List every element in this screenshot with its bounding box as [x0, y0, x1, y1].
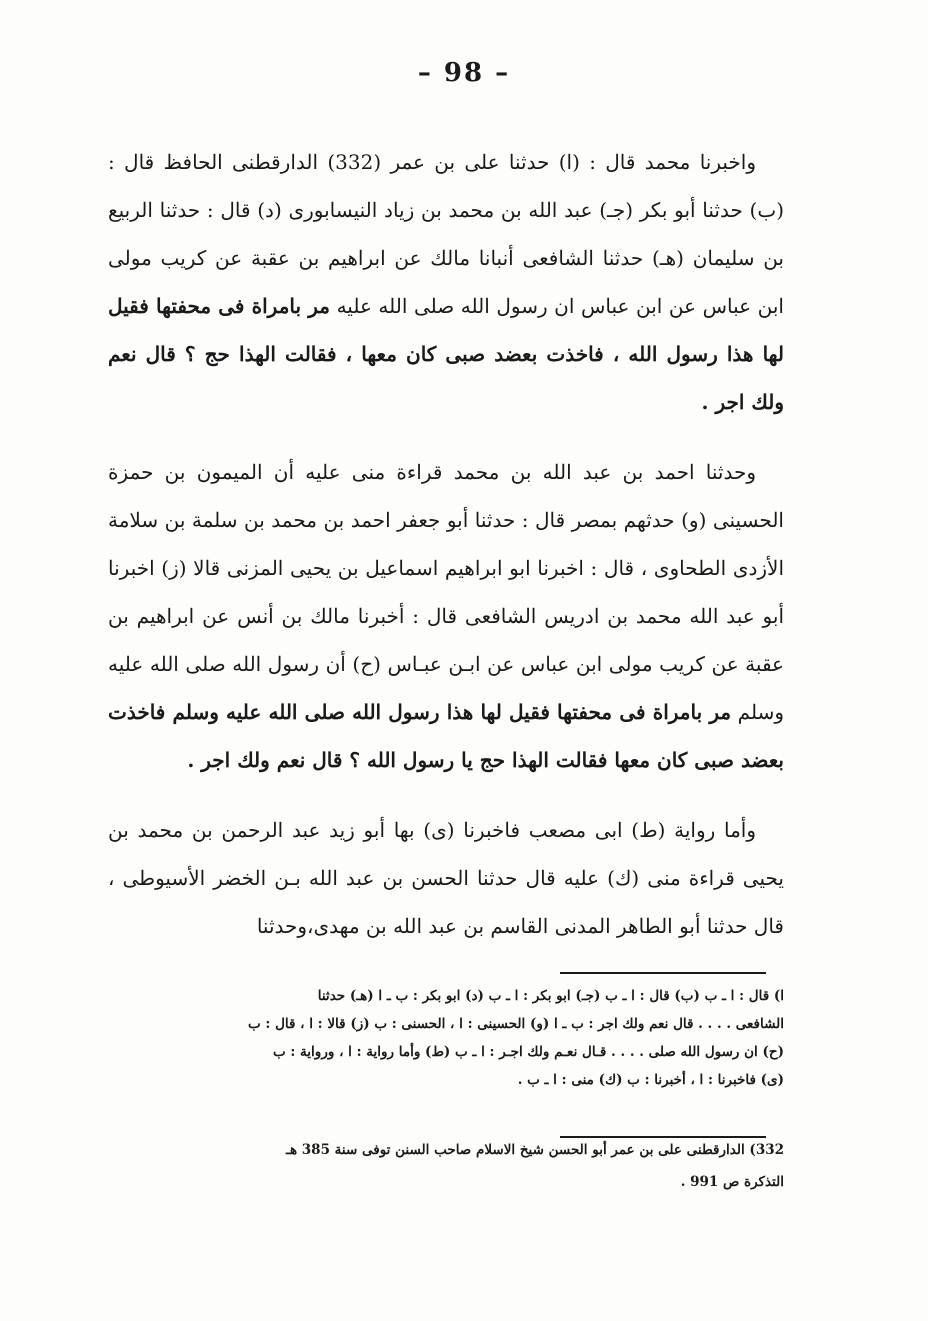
- paragraph-2: [108, 448, 784, 784]
- paragraph-3-text: وأما رواية (ط) ابى مصعب فاخبرنا (ى) بها أبو زيد عبد الرحمن بن محمد بن يحيى قراءة منى (ك) عليه قال حدثنا الحسن بن عبد الله بـن الخضر الأسيوطى ، قال حدثنا أبو الطاهر المدنى القاسم بن عبد الله بن مهدى،وحدثنا: [108, 818, 784, 938]
- footnote-line: الشافعى . . . . قال نعم ولك اجر : ب ـ ا (و) الحسينى : ا ، الحسنى : ب (ز) قالا : ا ، قال : ب: [248, 1016, 784, 1032]
- paragraph-2-hadith-text: مر بامراة فى محفتها فقيل لها هذا رسول الله صلى الله عليه وسلم فاخذت بعضد صبى كان معها فقالت الهذا حج يا رسول الله ؟ قال نعم ولك اجر .: [108, 700, 784, 772]
- paragraph-2-text: وحدثنا احمد بن عبد الله بن محمد قراءة منى عليه أن الميمون بن حمزة الحسينى (و) حدثهم بمصر قال : حدثنا أبو جعفر احمد بن محمد بن سلمة بن سلامة الأزدى الطحاوى ، قال : اخبرنا ابو ابراهيم اسماعيل بن يحيى المزنى قالا (ز) اخبرنا أبو عبد الله محمد بن ادريس الشافعى قال : أخبرنا مالك بن أنس عن ابراهيم بن عقبة عن كريب مولى ابن عباس عن ابـن عبـاس (ح) أن رسول الله صلى الله عليه وسلم: [108, 460, 784, 724]
- footnote-separator: [560, 972, 766, 974]
- footnote-line: التذكرة ص 991 .: [680, 1174, 784, 1190]
- footnote-line: (ح) ان رسول الله صلى . . . . قـال نعـم ولك اجـر : ا ـ ب (ط) وأما رواية : ا ، ورواية : ب: [272, 1044, 784, 1060]
- paragraph-3: [108, 806, 784, 950]
- variant-footnotes: [108, 982, 784, 1094]
- paragraph-1-hadith-text: مر بامراة فى محفتها فقيل لها هذا رسول الله ، فاخذت بعضد صبى كان معها ، فقالت الهذا حج ؟ قال نعم ولك اجر .: [108, 294, 784, 414]
- footnote-line: ا) قال : ا ـ ب (ب) قال : ا ـ ب (جـ) ابو بكر : ا ـ ب (د) ابو بكر : ب ـ ا (هـ) حدثنا: [317, 988, 784, 1004]
- biographical-footnote: [108, 1134, 784, 1198]
- paragraph-1-text: واخبرنا محمد قال : (ا) حدثنا على بن عمر (332) الدارقطنى الحافظ قال : (ب) حدثنا أبو بكر (جـ) عبد الله بن محمد بن زياد النيسابورى (د) قال : حدثنا الربيع بن سليمان (هـ) حدثنا الشافعى أنبانا مالك عن ابراهيم بن عقبة عن كريب مولى ابن عباس عن ابن عباس ان رسول الله صلى الله عليه: [108, 150, 784, 318]
- footnote-line: 332) الدارقطنى على بن عمر أبو الحسن شيخ الاسلام صاحب السنن توفى سنة 385 هـ: [286, 1142, 784, 1158]
- footnote-line: (ى) فاخبرنا : ا ، أخبرنا : ب (ك) منى : ا ـ ب .: [517, 1072, 784, 1088]
- main-text: [108, 138, 784, 972]
- page-number: – 98 –: [417, 58, 511, 88]
- paragraph-1: [108, 138, 784, 426]
